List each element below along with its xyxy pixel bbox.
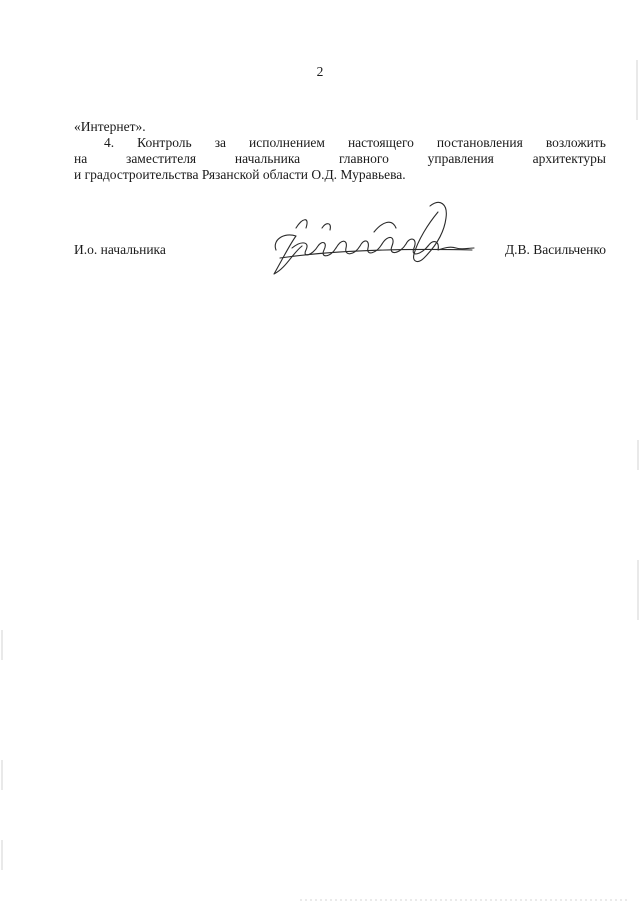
- signatory-name: Д.В. Васильченко: [504, 242, 606, 257]
- paragraph-line-4: и градостроительства Рязанской области О.Д. Муравьева.: [74, 167, 406, 182]
- paragraph-line-1: «Интернет».: [74, 119, 146, 134]
- word: главного: [338, 151, 389, 166]
- page-number: 2: [316, 64, 324, 79]
- word: на: [74, 151, 88, 166]
- word: за: [214, 135, 227, 150]
- word: начальника: [234, 151, 301, 166]
- word: заместителя: [125, 151, 197, 166]
- word: постановления: [436, 135, 523, 150]
- word: Контроль: [137, 135, 192, 150]
- signatory-title: И.о. начальника: [74, 242, 166, 257]
- word: настоящего: [347, 135, 414, 150]
- handwritten-signature: [262, 188, 482, 288]
- word: управления: [427, 151, 494, 166]
- word: возложить: [545, 135, 606, 150]
- body-text: [74, 119, 606, 183]
- word: 4.: [104, 135, 115, 150]
- paragraph-line-2: [74, 135, 606, 151]
- paragraph-line-3: [74, 151, 606, 167]
- word: исполнением: [249, 135, 325, 150]
- word: архитектуры: [532, 151, 606, 166]
